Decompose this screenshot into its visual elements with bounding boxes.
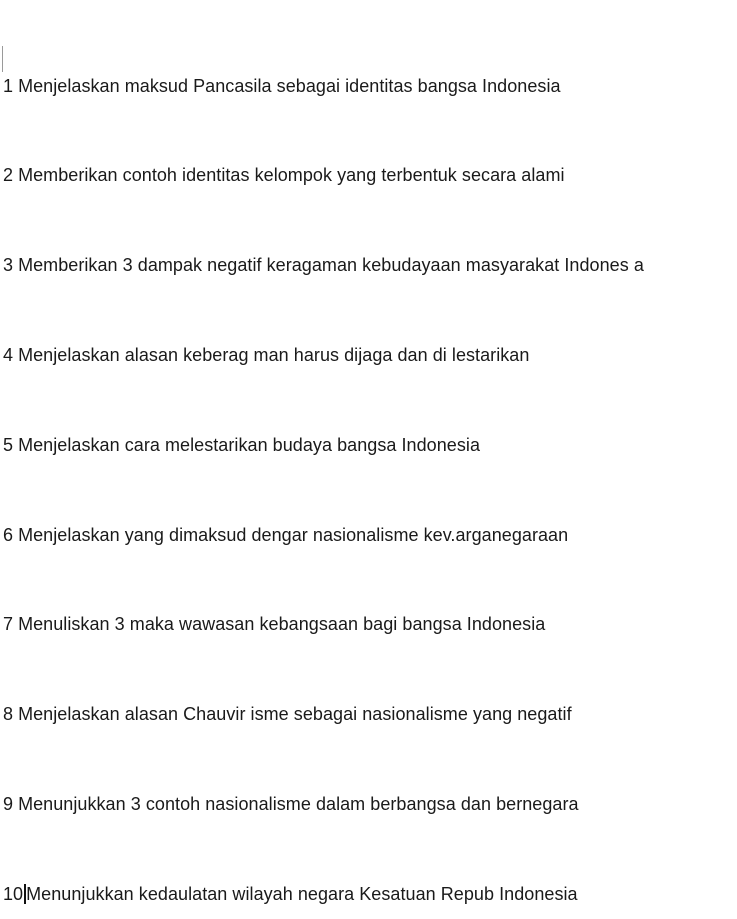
item-number: 10 [3, 884, 24, 904]
item-number: 9 [3, 794, 14, 814]
item-number: 1 [3, 76, 14, 96]
item-text: Memberikan 3 dampak negatif keragaman kebudayaan masyarakat Indones a [18, 255, 644, 275]
list-item [3, 343, 529, 367]
item-number: 3 [3, 255, 14, 275]
list-item [3, 702, 572, 726]
margin-marker [2, 46, 3, 72]
list-item [3, 74, 561, 98]
list-item [3, 882, 578, 906]
item-text: Menjelaskan alasan Chauvir isme sebagai nasionalisme yang negatif [18, 704, 572, 724]
list-item [3, 253, 644, 277]
list-item [3, 433, 480, 457]
item-text: Menjelaskan cara melestarikan budaya bangsa Indonesia [18, 435, 481, 455]
item-text: Menunjukkan kedaulatan wilayah negara Kesatuan Repub Indonesia [26, 884, 578, 904]
item-text: Menunjukkan 3 contoh nasionalisme dalam berbangsa dan bernegara [18, 794, 579, 814]
item-text: Menjelaskan alasan keberag man harus dijaga dan di lestarikan [18, 345, 530, 365]
list-item [3, 523, 568, 547]
list-item [3, 792, 579, 816]
item-text: Menjelaskan maksud Pancasila sebagai identitas bangsa Indonesia [18, 76, 561, 96]
item-number: 5 [3, 435, 14, 455]
item-text: Memberikan contoh identitas kelompok yang terbentuk secara alami [18, 165, 565, 185]
item-number: 2 [3, 165, 14, 185]
item-number: 6 [3, 525, 14, 545]
list-item [3, 163, 565, 187]
item-number: 7 [3, 614, 14, 634]
list-item [3, 612, 545, 636]
item-text: Menuliskan 3 maka wawasan kebangsaan bagi bangsa Indonesia [18, 614, 546, 634]
item-number: 8 [3, 704, 14, 724]
item-number: 4 [3, 345, 14, 365]
item-text: Menjelaskan yang dimaksud dengar nasionalisme kev.arganegaraan [18, 525, 569, 545]
